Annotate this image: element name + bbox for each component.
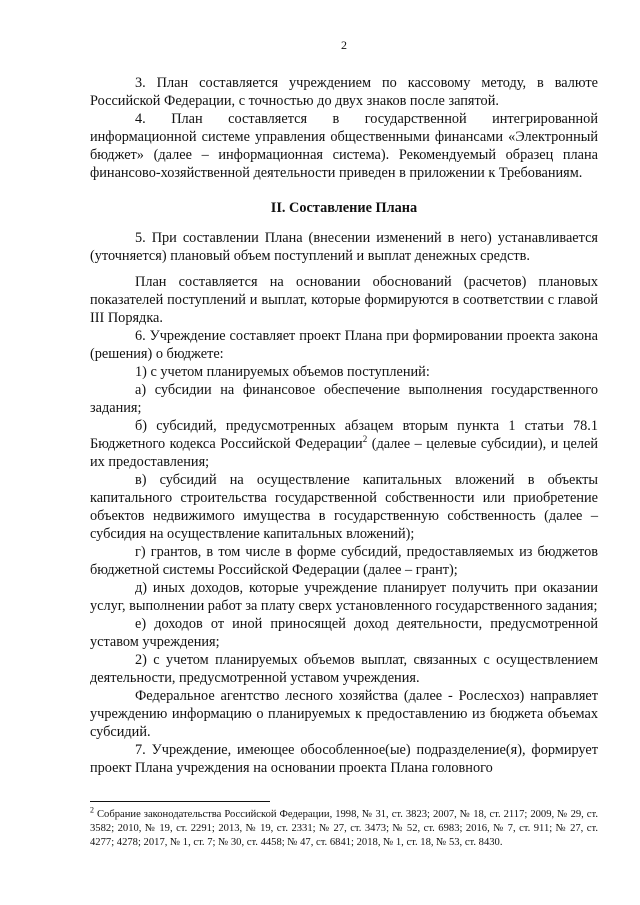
paragraph-6: 6. Учреждение составляет проект Плана при формировании проекта закона (решения) о бюджете: [90, 328, 598, 362]
paragraph-7: 7. Учреждение, имеющее обособленное(ые) подразделение(я), формирует проект Плана учреждения на основании проекта Плана головного [90, 742, 598, 776]
paragraph-6-item-1v: в) субсидий на осуществление капитальных вложений в объекты капитального строительства государственной собственности или приобретение объектов недвижимого имущества в государственную собственность (далее – субсидия на осуществление капитальных вложений); [90, 472, 598, 542]
footnote-reference: 2 [362, 434, 368, 445]
footnote-text: Собрание законодательства Российской Федерации, 1998, № 31, ст. 3823; 2007, № 18, ст. 2117; 2009, № 29, ст. 3582; 2010, № 19, ст. 2291; 2013, № 19, ст. 2331; № 27, ст. 3473; № 52, ст. 6983; 2016, № 7, ст. 911; № 27, ст. 4277; 4278; 2017, № 1, ст. 7; № 30, ст. 4458; № 47, ст. 6841; 2018, № 1, ст. 18, № 53, ст. 8430. [90, 809, 598, 848]
section-heading: II. Составление Плана [270, 200, 418, 216]
item-1b-text: б) субсидий, предусмотренных абзацем вторым пункта 1 статьи 78.1 Бюджетного кодекса Российской Федерации [90, 418, 598, 452]
paragraph-6-item-1: 1) с учетом планируемых объемов поступлений: [135, 364, 430, 380]
paragraph-6-item-2: 2) с учетом планируемых объемов выплат, связанных с осуществлением деятельности, предусмотренной уставом учреждения. [90, 652, 598, 686]
paragraph-5-basis: План составляется на основании обоснований (расчетов) плановых показателей поступлений и выплат, которые формируются в соответствии с главой III Порядка. [90, 274, 598, 326]
footnote-mark: 2 [90, 805, 94, 815]
footnote-divider [90, 801, 270, 802]
paragraph-3: 3. План составляется учреждением по кассовому методу, в валюте Российской Федерации, с точностью до двух знаков после запятой. [90, 75, 598, 109]
paragraph-6-item-1e: е) доходов от иной приносящей доход деятельности, предусмотренной уставом учреждения; [90, 616, 598, 650]
item-1b-text-end: (далее – целевые субсидии), и целей их предоставления; [90, 436, 598, 470]
footnote [90, 805, 598, 850]
paragraph-6-item-1a: а) субсидии на финансовое обеспечение выполнения государственного задания; [90, 382, 598, 416]
paragraph-6-item-1b [90, 417, 598, 471]
paragraph-6-item-1d: д) иных доходов, которые учреждение планирует получить при оказании услуг, выполнении работ за плату сверх установленного государственного задания; [90, 580, 598, 614]
page-number: 2 [341, 38, 347, 52]
paragraph-5: 5. При составлении Плана (внесении изменений в него) устанавливается (уточняется) плановый объем поступлений и выплат денежных средств. [90, 230, 598, 264]
paragraph-4: 4. План составляется в государственной интегрированной информационной системе управления общественными финансами «Электронный бюджет» (далее – информационная система). Рекомендуемый образец плана финансово-хозяйственной деятельности приведен в приложении к Требованиям. [90, 111, 598, 181]
paragraph-6-item-1g: г) грантов, в том числе в форме субсидий, предоставляемых из бюджетов бюджетной системы Российской Федерации (далее – грант); [90, 544, 598, 578]
paragraph-agency: Федеральное агентство лесного хозяйства (далее - Рослесхоз) направляет учреждению информацию о планируемых к предоставлению из бюджета объемах субсидий. [90, 688, 598, 740]
